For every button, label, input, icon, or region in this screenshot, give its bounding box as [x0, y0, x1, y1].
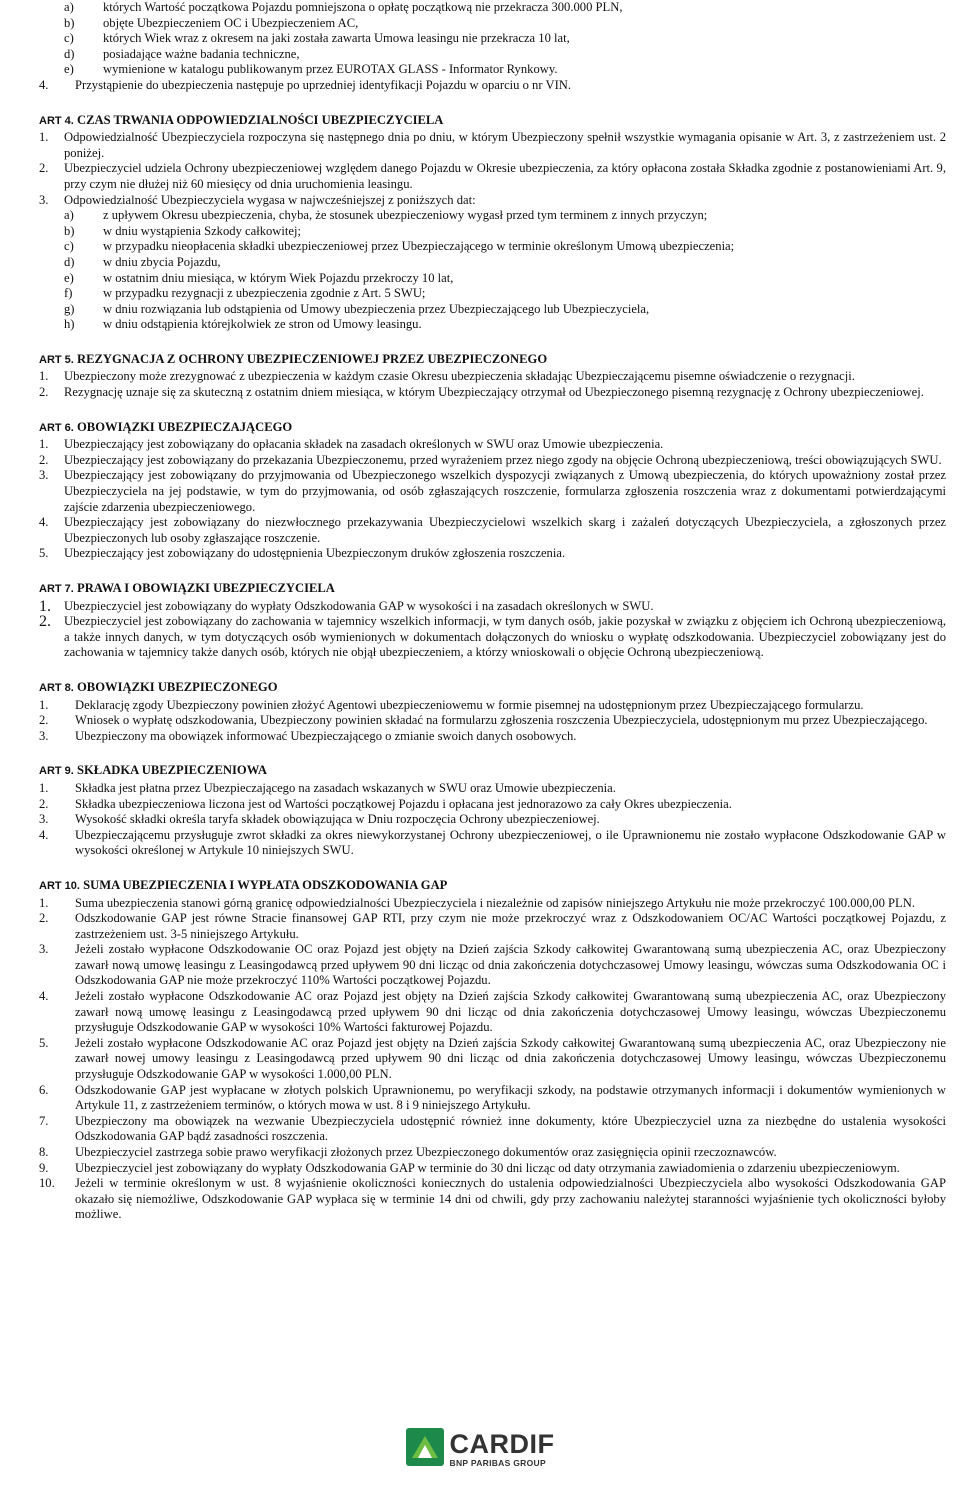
- list-item: [39, 0, 946, 16]
- art8-list: [39, 698, 946, 745]
- list-item: [39, 614, 946, 661]
- item-text: Deklarację zgody Ubezpieczony powinien złożyć Agentowi ubezpieczeniowemu w formie pisemnej na udostępnionym przez Ubezpieczającego formularzu.: [75, 697, 864, 712]
- item-label: 2.: [39, 796, 49, 811]
- list-item: [39, 828, 946, 859]
- item-label: 3.: [39, 812, 49, 827]
- list-item: [39, 385, 946, 401]
- item-text: w przypadku nieopłacenia składki ubezpieczeniowej przez Ubezpieczającego w terminie określonym Umową ubezpieczenia;: [103, 239, 735, 254]
- item-text: Odszkodowanie GAP jest wypłacane w złotych polskich Uprawnionemu, po weryfikacji szkody, na podstawie otrzymanych informacji i dokumentów wymienionych w Artykule 11, z zastrzeżeniem terminów, o których mowa w ust. 8 i 9 niniejszego Artykułu.: [75, 1082, 946, 1113]
- list-item: [39, 239, 946, 255]
- item-label: 9.: [39, 1160, 49, 1175]
- list-item: [39, 255, 946, 271]
- article-title: OBOWIĄZKI UBEZPIECZONEGO: [77, 679, 278, 694]
- item-text: Ubezpieczony może zrezygnować z ubezpieczenia w każdym czasie Okresu ubezpieczenia składając Ubezpieczającemu pisemne oświadczenie o rezygnacji.: [64, 369, 855, 384]
- item-label: 5.: [39, 546, 49, 561]
- list-item: [39, 1083, 946, 1114]
- item-text: których Wartość początkowa Pojazdu pomniejszona o opłatę początkową nie przekracza 300.000 PLN,: [103, 0, 623, 14]
- item-label: 4.: [39, 515, 49, 530]
- list-item: [39, 942, 946, 989]
- list-item: [39, 896, 946, 912]
- item-text: Ubezpieczyciel jest zobowiązany do zachowania w tajemnicy wszelkich informacji, w tym danych osób, jakie pozyskał w związku z objęciem ich Ochroną ubezpieczeniową, a także innych danych, w tym dotyczących osób wymienionych w dokumentach dołączonych do wniosku o wypłatę odszkodowania. Ubezpieczyciel zobowiązany jest do zachowania w tajemnicy także danych osób, których nie objął ubezpieczeniem, a którzy wnioskowali o objęcie Ochroną ubezpieczeniową.: [64, 614, 946, 660]
- article-number: ART 10.: [39, 879, 80, 892]
- item-label: 2.: [39, 161, 49, 176]
- item-label: 2.: [39, 613, 51, 631]
- item-text: Jeżeli zostało wypłacone Odszkodowanie AC oraz Pojazd jest objęty na Dzień zajścia Szkody całkowitej Gwarantowaną sumą ubezpieczenia AC, oraz Ubezpieczony zawarł nową umowę leasingu z Leasingodawcą przed upływem 90 dni licząc od dnia zakończenia dotychczasowej Umowy leasingu, wówczas Ubezpieczonemu przysługuje Odszkodowanie GAP w wysokości 10% Wartości fakturowej Pojazdu.: [75, 989, 946, 1035]
- item-text: Ubezpieczyciel jest zobowiązany do wypłaty Odszkodowania GAP w wysokości i na zasadach określonych w SWU.: [64, 598, 654, 613]
- item-label: d): [64, 46, 75, 61]
- item-label: 2.: [39, 452, 49, 467]
- item-label: e): [64, 270, 74, 285]
- item-text: w dniu wystąpienia Szkody całkowitej;: [103, 223, 301, 238]
- item-label: h): [64, 317, 75, 332]
- list-item: [39, 1114, 946, 1145]
- item-text: Suma ubezpieczenia stanowi górną granicę odpowiedzialności Ubezpieczyciela i niezależnie od zapisów niniejszego Artykułu nie może przekroczyć 100.000,00 PLN.: [75, 895, 915, 910]
- list-item: [39, 453, 946, 469]
- item-label: 1.: [39, 780, 49, 795]
- item-label: d): [64, 254, 75, 269]
- list-item: [39, 1036, 946, 1083]
- article-title: PRAWA I OBOWIĄZKI UBEZPIECZYCIELA: [77, 581, 335, 595]
- article-number: ART 9.: [39, 765, 74, 778]
- art4-sublist: [39, 208, 946, 333]
- intro-list: [39, 0, 946, 78]
- item-text: Wniosek o wypłatę odszkodowania, Ubezpieczony powinien składać na formularzu zgłoszenia roszczenia Ubezpieczyciela, udostępnionym mu przez Ubezpieczającego.: [75, 713, 928, 728]
- item-label: 3.: [39, 192, 49, 207]
- list-item: [39, 16, 946, 32]
- item-label: 2.: [39, 911, 49, 926]
- item-label: 2.: [39, 385, 49, 400]
- item-label: 6.: [39, 1082, 49, 1097]
- item-text: Ubezpieczający jest zobowiązany do udostępnienia Ubezpieczonym druków zgłoszenia roszczenia.: [64, 546, 566, 561]
- list-item: [39, 62, 946, 78]
- list-item: [39, 797, 946, 813]
- list-item: [39, 208, 946, 224]
- item-label: 5.: [39, 1035, 49, 1050]
- item-text: w dniu odstąpienia którejkolwiek ze stron od Umowy leasingu.: [103, 317, 422, 332]
- item-text: wymienione w katalogu publikowanym przez EUROTAX GLASS - Informator Rynkowy.: [103, 62, 558, 77]
- art6-heading: [39, 420, 946, 437]
- list-item: [39, 224, 946, 240]
- footer: [0, 1428, 960, 1471]
- item-label: 1.: [39, 437, 49, 452]
- item-label: 1.: [39, 895, 49, 910]
- list-item: [39, 698, 946, 714]
- art6-list: [39, 437, 946, 562]
- article-number: ART 8.: [39, 681, 74, 694]
- article-title: REZYGNACJA Z OCHRONY UBEZPIECZENIOWEJ PRZEZ UBEZPIECZONEGO: [77, 351, 548, 366]
- item-label: b): [64, 223, 75, 238]
- item-text: w dniu rozwiązania lub odstąpienia od Umowy ubezpieczenia przez Ubezpieczającego lub Ubezpieczyciela,: [103, 301, 650, 316]
- item-text: Jeżeli w terminie określonym w ust. 8 wyjaśnienie okoliczności koniecznych do ustalenia odpowiedzialności Ubezpieczyciela albo wysokości Odszkodowania GAP okazało się niemożliwe, Odszkodowanie GAP wypłaca się w terminie 14 dni od chwili, gdy przy zachowaniu należytej staranności wyjaśnienie tych okoliczności byłoby możliwe.: [75, 1176, 946, 1222]
- list-item: [39, 1161, 946, 1177]
- item-text: których Wiek wraz z okresem na jaki została zawarta Umowa leasingu nie przekracza 10 lat,: [103, 31, 570, 46]
- article-title: SUMA UBEZPIECZENIA I WYPŁATA ODSZKODOWANIA GAP: [83, 877, 448, 892]
- item-label: 10.: [39, 1176, 55, 1191]
- item-text: Ubezpieczony ma obowiązek informować Ubezpieczającego o zmianie swoich danych osobowych.: [75, 728, 577, 743]
- item-label: 1.: [39, 130, 49, 145]
- item-label: 7.: [39, 1113, 49, 1128]
- list-item: [39, 369, 946, 385]
- list-item: [39, 31, 946, 47]
- art10-heading: [39, 878, 946, 895]
- item-text: Rezygnację uznaje się za skuteczną z ostatnim dniem miesiąca, w którym Ubezpieczający otrzymał od Ubezpieczonego pisemną rezygnację z Ochrony ubezpieczeniowej.: [64, 385, 924, 400]
- item-label: f): [64, 286, 73, 301]
- item-text: z upływem Okresu ubezpieczenia, chyba, że stosunek ubezpieczeniowy wygasł przed tym terminem z innych przyczyn;: [103, 208, 708, 223]
- item-text: posiadające ważne badania techniczne,: [103, 46, 300, 61]
- item-text: w przypadku rezygnacji z ubezpieczenia zgodnie z Art. 5 SWU;: [103, 286, 426, 301]
- list-item: [39, 468, 946, 515]
- list-item: [39, 713, 946, 729]
- item-label: a): [64, 208, 74, 223]
- item-label: 2.: [39, 713, 49, 728]
- item-label: a): [64, 0, 74, 14]
- item-text: objęte Ubezpieczeniem OC i Ubezpieczeniem AC,: [103, 15, 359, 30]
- item-label: 4.: [39, 989, 49, 1004]
- item-label: b): [64, 15, 75, 30]
- item-label: 1.: [39, 697, 49, 712]
- art7-list: [39, 599, 946, 661]
- art9-list: [39, 781, 946, 859]
- item-label: c): [64, 31, 74, 46]
- list-item: [39, 781, 946, 797]
- item-label: 8.: [39, 1145, 49, 1159]
- item-text: Jeżeli zostało wypłacone Odszkodowanie OC oraz Pojazd jest objęty na Dzień zajścia Szkody całkowitej Gwarantowaną sumą ubezpieczenia AC, oraz Ubezpieczony zawarł nową umowę leasingu z Leasingodawcą przed upływem 90 dni licząc od dnia zakończenia dotychczasowej Umowy leasingu, wówczas suma Odszkodowania OC i Odszkodowania GAP nie może przekroczyć 110% Wartości początkowej Pojazdu.: [75, 942, 946, 988]
- item-text: w dniu zbycia Pojazdu,: [103, 254, 221, 269]
- article-number: ART 6.: [39, 421, 74, 434]
- item-text: Odpowiedzialność Ubezpieczyciela rozpoczyna się następnego dnia po dniu, w którym Ubezpieczony spełnił wszystkie wymagania opisanie w Art. 3, z zastrzeżeniem ust. 2 poniżej.: [64, 130, 946, 160]
- list-item: [39, 812, 946, 828]
- item-text: Wysokość składki określa taryfa składek obowiązująca w Dniu rozpoczęcia Ochrony ubezpieczeniowej.: [75, 812, 600, 827]
- item-text: Ubezpieczyciel udziela Ochrony ubezpieczeniowej względem danego Pojazdu w Okresie ubezpieczenia, za który opłacona została Składka zgodnie z postanowieniami Art. 9, przy czym nie dłużej niż 60 miesięcy od dnia uruchomienia leasingu.: [64, 161, 946, 191]
- item-text: Ubezpieczyciel jest zobowiązany do wypłaty Odszkodowania GAP w terminie do 30 dni licząc od daty otrzymania zawiadomienia o zdarzeniu ubezpieczeniowym.: [75, 1160, 900, 1175]
- item-text: w ostatnim dniu miesiąca, w którym Wiek Pojazdu przekroczy 10 lat,: [103, 270, 454, 285]
- item-text: Ubezpieczający jest zobowiązany do przyjmowania od Ubezpieczonego wszelkich dyspozycji związanych z Umową ubezpieczenia, do których upoważniony został przez Ubezpieczyciela na jej podstawie, w tym do przyjmowania, od osób zgłaszających roszczenie, formularza zgłoszenia roszczenia wraz z dokumentami potwierdzającymi zajście zdarzenia ubezpieczeniowego.: [64, 468, 946, 514]
- list-item: [39, 271, 946, 287]
- item-label: c): [64, 239, 74, 254]
- list-item: [39, 515, 946, 546]
- item-text: Ubezpieczający jest zobowiązany do niezwłocznego przekazywania Ubezpieczycielowi wszelkich skarg i zażaleń dotyczących Ubezpieczyciela, a zgłoszonych przez Ubezpieczonych lub osoby zgłaszające roszczenie.: [64, 515, 946, 545]
- article-number: ART 7.: [39, 583, 74, 595]
- art7-heading: [39, 581, 946, 598]
- item-label: 3.: [39, 468, 49, 483]
- list-item: [39, 546, 946, 562]
- art5-list: [39, 369, 946, 400]
- item-text: Składka jest płatna przez Ubezpieczającego na zasadach wskazanych w SWU oraz Umowie ubezpieczenia.: [75, 780, 616, 795]
- art4-p1: [39, 130, 946, 161]
- brand-name: CARDIF: [449, 1428, 555, 1459]
- item-text: Ubezpieczający jest zobowiązany do opłacania składek na zasadach określonych w SWU oraz Umowie ubezpieczenia.: [64, 437, 664, 452]
- article-title: SKŁADKA UBEZPIECZENIOWA: [77, 763, 267, 778]
- article-number: ART 4.: [39, 114, 74, 127]
- item-text: Składka ubezpieczeniowa liczona jest od Wartości początkowej Pojazdu i opłacana jest jednorazowo za cały Okres ubezpieczenia.: [75, 796, 732, 811]
- art5-heading: [39, 352, 946, 369]
- item-label: g): [64, 301, 75, 316]
- article-number: ART 5.: [39, 353, 74, 366]
- item-text: Przystąpienie do ubezpieczenia następuje po uprzedniej identyfikacji Pojazdu w oparciu o nr VIN.: [75, 77, 572, 92]
- list-item: [39, 599, 946, 615]
- list-item: [39, 47, 946, 63]
- list-item: [39, 286, 946, 302]
- list-item: [39, 1176, 946, 1223]
- item-label: e): [64, 62, 74, 77]
- item-label: 4.: [39, 77, 49, 92]
- item-label: 3.: [39, 942, 49, 957]
- item-text: Ubezpieczającemu przysługuje zwrot składki za okres niewykorzystanej Ochrony ubezpieczeniowej, o ile Uprawnionemu nie zostało wypłacone Odszkodowanie GAP w wysokości określonej w Artykule 10 niniejszych SWU.: [75, 827, 946, 858]
- intro-point-4: [39, 78, 946, 94]
- list-item: [39, 729, 946, 745]
- art9-heading: [39, 763, 946, 780]
- list-item: [39, 989, 946, 1036]
- art10-list: [39, 896, 946, 1223]
- item-label: 4.: [39, 827, 49, 842]
- item-label: 1.: [39, 369, 49, 384]
- art4-p3: [39, 193, 946, 209]
- article-title: CZAS TRWANIA ODPOWIEDZIALNOŚCI UBEZPIECZYCIELA: [77, 112, 444, 127]
- item-text: Ubezpieczony ma obowiązek na wezwanie Ubezpieczyciela udostępnić również inne dokumenty, które Ubezpieczyciel uzna za niezbędne do ustalenia wysokości Odszkodowania GAP bądź zasadności roszczenia.: [75, 1113, 946, 1144]
- list-item: [39, 1145, 946, 1161]
- art4-p2: [39, 161, 946, 192]
- cardif-logo: [406, 1428, 555, 1471]
- brand-subtitle: BNP PARIBAS GROUP: [449, 1457, 546, 1468]
- art8-heading: [39, 680, 946, 697]
- article-title: OBOWIĄZKI UBEZPIECZAJĄCEGO: [77, 419, 293, 434]
- item-label: 3.: [39, 728, 49, 743]
- item-text: Odpowiedzialność Ubezpieczyciela wygasa w najwcześniejszej z poniższych dat:: [64, 192, 476, 207]
- item-text: Jeżeli zostało wypłacone Odszkodowanie AC oraz Pojazd jest objęty na Dzień zajścia Szkody całkowitej Gwarantowaną sumą ubezpieczenia AC, oraz Ubezpieczony nie zawarł nowej umowy leasingu z Leasingodawcą przed upływem 90 dni licząc od dnia zakończenia dotychczasowej Umowy leasingu, wówczas Ubezpieczonemu przysługuje Odszkodowanie GAP w wysokości 1.000,00 PLN.: [75, 1035, 946, 1082]
- cardif-emblem-icon: [406, 1428, 444, 1471]
- list-item: [39, 302, 946, 318]
- list-item: [39, 911, 946, 942]
- item-text: Ubezpieczający jest zobowiązany do przekazania Ubezpieczonemu, przed wyrażeniem przez niego zgody na objęcie Ochroną ubezpieczeniową, treści obowiązujących SWU.: [64, 452, 942, 467]
- item-text: Ubezpieczyciel zastrzega sobie prawo weryfikacji złożonych przez Ubezpieczonego dokumentów oraz zasięgnięcia opinii rzeczoznawców.: [75, 1145, 777, 1159]
- item-text: Odszkodowanie GAP jest równe Stracie finansowej GAP RTI, przy czym nie może przekroczyć wraz z Odszkodowaniem OC/AC Wartości początkowej Pojazdu, z zastrzeżeniem ust. 3-5 niniejszego Artykułu.: [75, 911, 946, 941]
- list-item: [39, 317, 946, 333]
- list-item: [39, 437, 946, 453]
- item-label: 1.: [39, 597, 51, 615]
- art4-heading: [39, 113, 946, 130]
